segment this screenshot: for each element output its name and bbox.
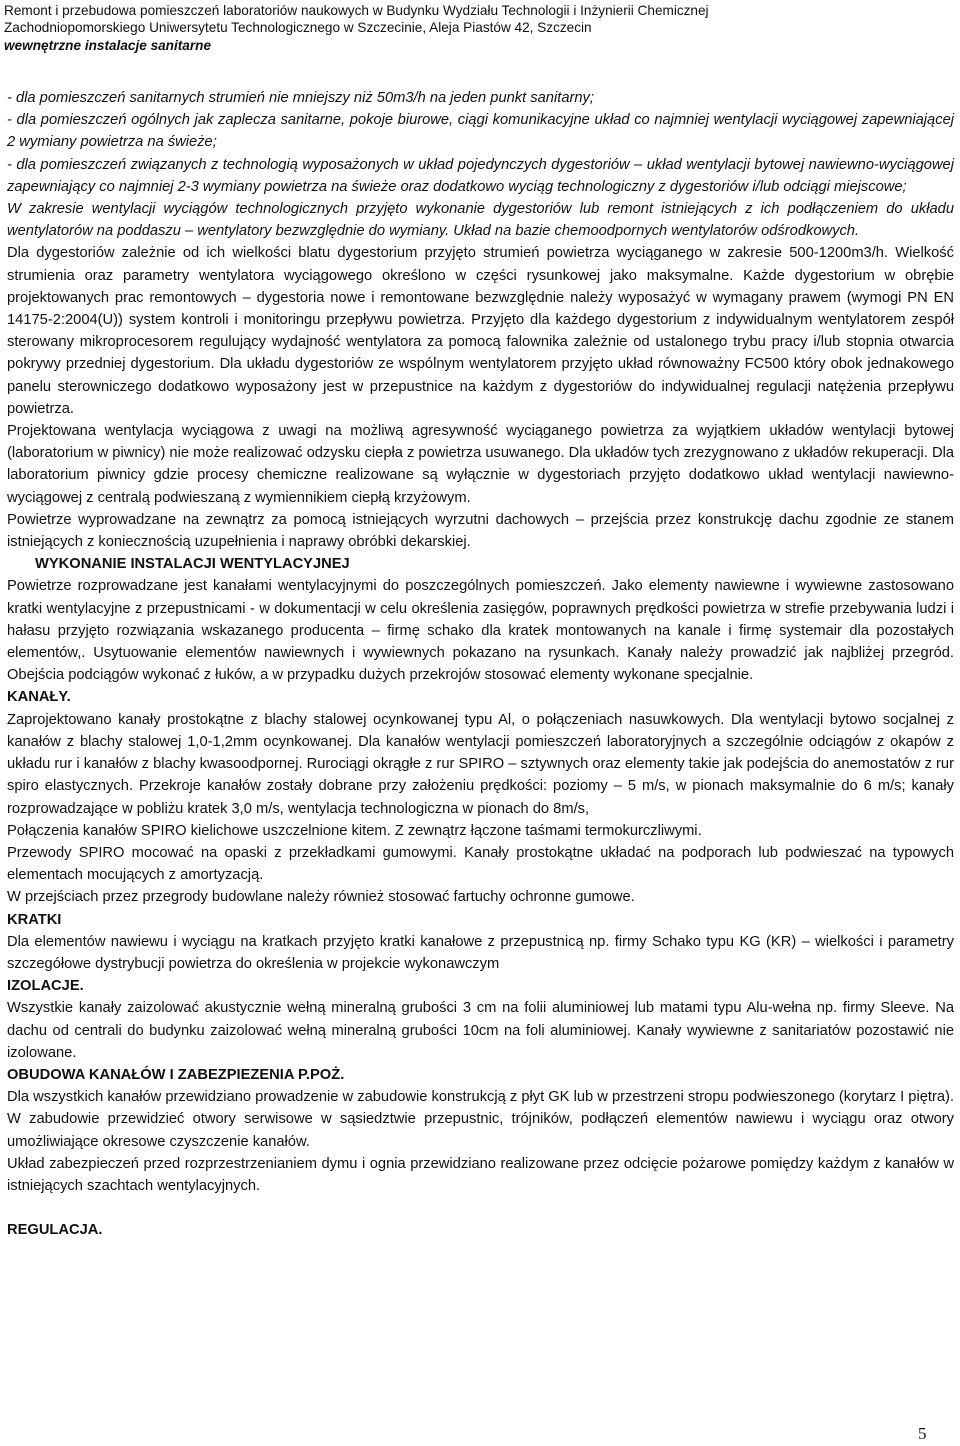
list-item-general-rooms: - dla pomieszczeń ogólnych jak zaplecza sanitarne, pokoje biurowe, ciągi komunikacyjne układ co najmniej wentylacji wyciągowej zapewniającej 2 wymiany powietrza na świeże; [7, 112, 954, 151]
paragraph-technological-exhaust: W zakresie wentylacji wyciągów technologicznych przyjęto wykonanie dygestoriów lub remont istniejących z ich podłączeniem do układu wentylatorów na poddaszu – wentylatory bezwzględnie do wymiany. Układ na bazie chemoodpornych wentylatorów odśrodkowych. [7, 201, 954, 240]
header-project-title: Remont i przebudowa pomieszczeń laboratoriów naukowych w Budynku Wydziału Technologii i Inżynierii Chemicznej [4, 3, 709, 18]
paragraph-fume-hoods: Dla dygestoriów zależnie od ich wielkości blatu dygestorium przyjęto strumień powietrza wyciąganego w zakresie 500-1200m3/h. Wielkość strumienia oraz parametry wentylatora wyciągowego określono w części rysunkowej jako maksymalne. Każde dygestorium w obrębie projektowanych prac remontowych – dygestoria nowe i remontowane bezwzględnie należy wyposażyć w wymagany prawem (wymogi PN EN 14175-2:2004(U)) system kontroli i monitoringu przepływu powietrza. Przyjęto dla każdego dygestorium z indywidualnym wentylatorem zespół sterowany mikroprocesorem regulujący wydajność wentylatora za pomocą falownika zależnie od ustalonego trybu pracy i/lub stopnia otwarcia pokrywy przedniej dygestorium. Dla układu dygestoriów ze wspólnym wentylatorem przyjęto układ równoważny FC500 który obok jednakowego panelu sterowniczego dodatkowo wyposażony jest w przepustnice na każdym z dygestoriów do indywidualnej regulacji natężenia przepływu powietrza. [7, 245, 954, 417]
heading-ventilation-installation: WYKONANIE INSTALACJI WENTYLACYJNEJ [35, 556, 350, 573]
blank-line [7, 1197, 954, 1219]
header-section-name: wewnętrzne instalacje sanitarne [4, 37, 212, 53]
paragraph-ducts-4: W przejściach przez przegrody budowlane należy również stosować fartuchy ochronne gumowe. [7, 889, 635, 906]
paragraph-insulation: Wszystkie kanały zaizolować akustycznie wełną mineralną grubości 3 cm na folii aluminiowej lub matami typu Alu-wełna np. firmy Sleeve. Na dachu od centrali do budynku zaizolować wełną mineralną grubości 10cm na foli aluminiowej. Kanały wywiewne z sanitariatów pozostawić nie izolowane. [7, 1000, 954, 1061]
page-number: 5 [918, 1424, 927, 1443]
paragraph-duct-enclosure-1: Dla wszystkich kanałów przewidziano prowadzenie w zabudowie konstrukcją z płyt GK lub w przestrzeni stropu podwieszonego (korytarz I piętra). W zabudowie przewidzieć otwory serwisowe w sąsiedztwie przepustnic, trójników, podłączeń elementów nawiewu i wyciągu oraz otwory umożliwiające okresowe czyszczenie kanałów. [7, 1089, 954, 1150]
heading-grilles: KRATKI [7, 911, 62, 928]
paragraph-heat-recovery: Projektowana wentylacja wyciągowa z uwagi na możliwą agresywność wyciąganego powietrza za wyjątkiem układów wentylacji bytowej (laboratorium w piwnicy) nie może realizować odzysku ciepła z powietrza usuwanego. Dla układów tych zrezygnowano z układów rekuperacji. Dla laboratorium piwnicy gdzie procesy chemiczne realizowane są wyłącznie w dygestoriach przyjęto dodatkowo układ wentylacji nawiewno-wyciągowej z centralą podwieszaną z wymiennikiem ciepłą krzyżowym. [7, 423, 954, 506]
paragraph-roof-outlets: Powietrze wyprowadzane na zewnątrz za pomocą istniejących wyrzutni dachowych – przejścia przez konstrukcję dachu zgodnie ze stanem istniejących z koniecznością uzupełnienia i naprawy obróbki dekarskiej. [7, 511, 954, 551]
header-institution: Zachodniopomorskiego Uniwersytetu Technologicznego w Szczecinie, Aleja Piastów 42, Szczecin [4, 20, 592, 36]
page-header [4, 2, 956, 54]
paragraph-ducts-1: Zaprojektowano kanały prostokątne z blachy stalowej ocynkowanej typu Al, o połączeniach nasuwkowych. Dla wentylacji bytowo socjalnej z kanałów z blachy stalowej 1,0-1,2mm ocynkowanej. Dla kanałów wentylacji pomieszczeń laboratoryjnych a szczególnie odciągów z okapów z układu rur i kanałów z blachy kwasoodpornej. Rurociągi okrągłe z rur SPIRO – sztywnych oraz elementy takie jak podejścia do anemostatów z rur spiro elastycznych. Przekroje kanałów zostały dobrane przy założeniu prędkości: poziomy – 5 m/s, w pionach maksymalnie do 6 m/s; kanały rozprowadzające w pobliżu kratek 3,0 m/s, wentylacja technologiczna w pionach do 8m/s, [7, 711, 954, 817]
list-item-technology-rooms: - dla pomieszczeń związanych z technologią wyposażonych w układ pojedynczych dygestoriów – układ wentylacji bytowej nawiewno-wyciągowej zapewniający co najmniej 2-3 wymiany powietrza na świeże oraz dodatkowo wyciąg technologiczny z dygestoriów i/lub odciągi miejscowe; [7, 156, 954, 195]
list-item-sanitary: - dla pomieszczeń sanitarnych strumień nie mniejszy niż 50m3/h na jeden punkt sanitarny; [7, 90, 594, 106]
heading-duct-enclosure-fire-protection: OBUDOWA KANAŁÓW I ZABEZPIEZENIA P.POŻ. [7, 1066, 345, 1083]
heading-insulation: IZOLACJE. [7, 978, 84, 995]
paragraph-ducts-2: Połączenia kanałów SPIRO kielichowe uszczelnione kitem. Z zewnątrz łączone taśmami termokurczliwymi. [7, 822, 702, 839]
heading-ducts: KANAŁY. [7, 689, 71, 706]
paragraph-grilles: Dla elementów nawiewu i wyciągu na kratkach przyjęto kratki kanałowe z przepustnicą np. firmy Schako typu KG (KR) – wielkości i parametry szczegółowe dystrybucji powietrza do określenia w projekcie wykonawczym [7, 933, 954, 972]
document-body [7, 87, 954, 1242]
paragraph-ducts-3: Przewody SPIRO mocować na opaski z przekładkami gumowymi. Kanały prostokątne układać na podporach lub podwieszać na typowych elementach mocujących z amortyzacją. [7, 844, 954, 884]
paragraph-ventilation-installation: Powietrze rozprowadzane jest kanałami wentylacyjnymi do poszczególnych pomieszczeń. Jako elementy nawiewne i wywiewne zastosowano kratki wentylacyjne z przepustnicami - w dokumentacji w celu określenia zasięgów, poprawnych prędkości powietrza w strefie przebywania ludzi i hałasu przyjęto rozwiązania wskazanego producenta – firmę schako dla kratek montowanych na kanale i firmę systemair dla pozostałych elementów,. Usytuowanie elementów nawiewnych i wywiewnych pokazano na rysunkach. Kanały należy prowadzić jak najbliżej przegród. Obejścia podciągów wykonać z łuków, a w przypadku dużych przekrojów stosować elementy wykonane specjalnie. [7, 578, 954, 684]
heading-regulation: REGULACJA. [7, 1222, 103, 1239]
paragraph-duct-enclosure-2: Układ zabezpieczeń przed rozprzestrzenianiem dymu i ognia przewidziano realizowane przez odcięcie pożarowe pomiędzy każdym z kanałów w istniejących szachtach wentylacyjnych. [7, 1155, 954, 1194]
